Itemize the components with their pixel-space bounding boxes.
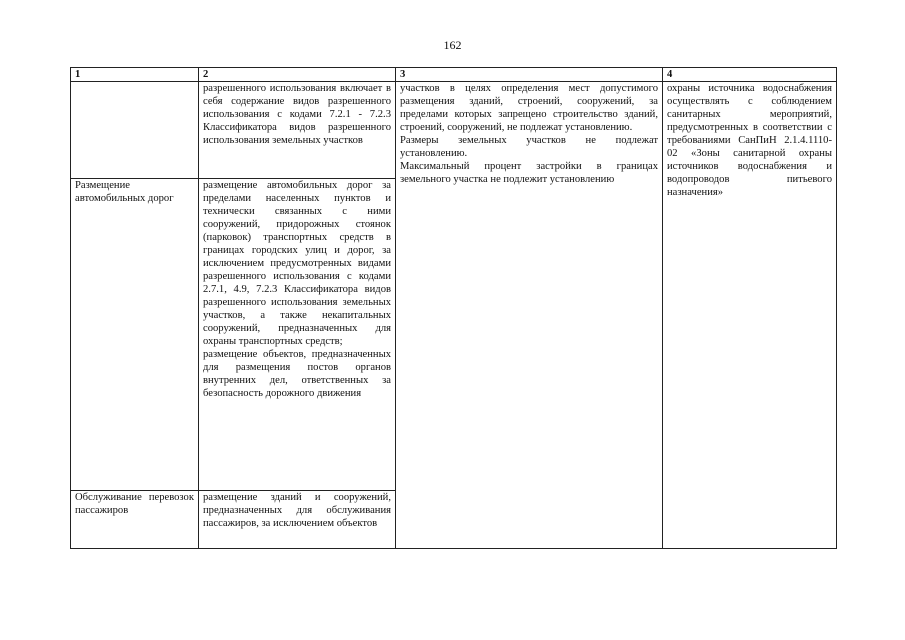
parameters-cell (396, 82, 663, 549)
use-type-cell: Обслуживание перевозок пассажиров (71, 491, 199, 549)
page-number: 162 (443, 38, 462, 52)
restrictions-cell (663, 82, 837, 549)
use-description-cell: разрешенного использования включает в себя содержание видов разрешенного использования с кодами 7.2.1 - 7.2.3 Классификатора видов разрешенного использования земельных участков (199, 82, 396, 179)
parameters-paragraph-2: Размеры земельных участков не подлежат установлению. (400, 135, 658, 159)
parameters-paragraph-1: участков в целях определения мест допустимого размещения зданий, строений, сооружений, за пределами которых запрещено строительство зданий, строений, сооружений, не подлежат установлению. (400, 83, 658, 133)
use-type-cell (71, 82, 199, 179)
table-row (71, 82, 837, 179)
use-description-paragraph-2: размещение объектов, предназначенных для размещения постов органов внутренних дел, ответственных за безопасность дорожного движения (203, 349, 391, 399)
column-header-1: 1 (71, 68, 199, 82)
regulations-table (70, 67, 837, 549)
restrictions-paragraph-1: охраны источника водоснабжения осуществлять с соблюдением санитарных мероприятий, предусмотренных в соответствии с требованиями СанПиН 2.1.4.1110-02 «Зоны санитарной охраны источников водоснабжения и водопроводов питьевого назначения» (667, 83, 832, 198)
column-header-4: 4 (663, 68, 837, 82)
use-description-cell: размещение зданий и сооружений, предназначенных для обслуживания пассажиров, за исключением объектов (199, 491, 396, 549)
table-header-row (71, 68, 837, 82)
use-description-paragraph-1: размещение автомобильных дорог за пределами населенных пунктов и технически связанных с ними сооружений, придорожных стоянок (парковок) транспортных средств в границах городских улиц и дорог, за исключением предусмотренных видами разрешенного использования с кодами 2.7.1, 4.9, 7.2.3 Классификатора видов разрешенного использования земельных участков, а также некапитальных сооружений, предназначенных для охраны транспортных средств; (203, 180, 391, 347)
use-type-cell: Размещение автомобильных дорог (71, 179, 199, 491)
parameters-paragraph-3: Максимальный процент застройки в границах земельного участка не подлежит установлению (400, 161, 658, 185)
column-header-3: 3 (396, 68, 663, 82)
column-header-2: 2 (199, 68, 396, 82)
use-description-cell (199, 179, 396, 491)
